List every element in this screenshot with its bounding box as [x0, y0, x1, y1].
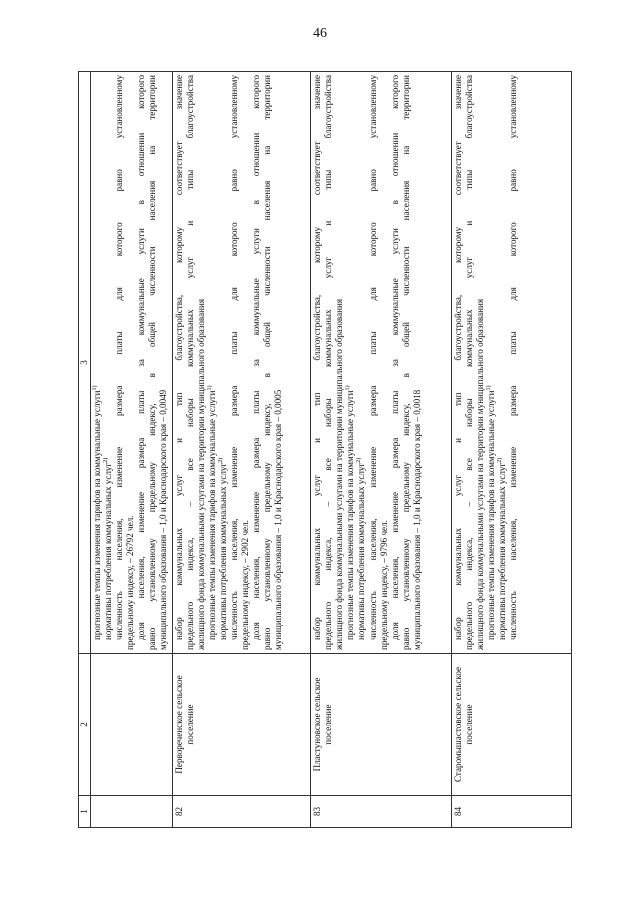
row-number: 84	[451, 796, 571, 828]
description-line	[497, 75, 508, 650]
footnote-marker: 2)	[497, 457, 503, 463]
description-line-text: предельного индекса, – все наборы коммунальных услуг и типы благоустройства	[184, 75, 195, 650]
settlement-name: Пластуновское сельское поселение	[311, 654, 452, 796]
description-line-text: численность населения, изменение размера платы для которого равно установленному	[114, 75, 125, 640]
description-line-text: равно установленному предельному индексу, в общей численности населения на территории	[262, 75, 273, 650]
description-cell	[172, 72, 310, 654]
description-cell	[91, 72, 173, 654]
description-line-text: набор коммунальных услуг и тип благоустройства, которому соответствует значение	[173, 75, 184, 640]
table-body	[91, 72, 572, 828]
description-line	[103, 75, 114, 650]
header-col-1: 1	[79, 796, 91, 828]
description-line-text: предельного индекса, – все наборы коммунальных услуг и типы благоустройства	[463, 75, 474, 650]
description-line	[356, 75, 367, 650]
description-line-text: прогнозные темпы изменения тарифов на коммунальные услуги	[485, 390, 496, 640]
description-line	[251, 75, 262, 650]
footnote-marker: 2)	[103, 457, 110, 463]
table-row	[172, 72, 310, 828]
description-line-text: предельному индексу, – 2902 чел.	[240, 520, 251, 650]
description-line-text: прогнозные темпы изменения тарифов на коммунальные услуги	[92, 390, 103, 640]
description-line-text: муниципального образования – 1,0 и Краснодарского края – 0,0049	[158, 389, 169, 650]
description-line	[158, 75, 169, 650]
description-line-text: прогнозные темпы изменения тарифов на коммунальные услуги	[206, 390, 217, 640]
description-line-text: предельному индексу, – 26792 чел.	[125, 515, 136, 650]
description-line-text: жилищного фонда коммунальными услугами на территории муниципального образования	[474, 298, 485, 650]
tariff-table	[78, 71, 572, 828]
description-line	[114, 75, 125, 650]
row-number: 82	[172, 796, 310, 828]
description-line-text: набор коммунальных услуг и тип благоустройства, которому соответствует значение	[452, 75, 463, 640]
description-line-text: жилищного фонда коммунальными услугами на территории муниципального образования	[195, 298, 206, 650]
footnote-marker: 2)	[356, 457, 363, 463]
page-number: 46	[313, 26, 327, 41]
table-row	[91, 72, 173, 828]
description-line	[240, 75, 251, 650]
row-number	[91, 796, 173, 828]
description-line-text: равно установленному предельному индексу, в общей численности населения на территории	[400, 75, 411, 650]
description-line	[125, 75, 136, 650]
description-line	[390, 75, 401, 650]
description-line	[185, 75, 196, 650]
rotated-table-container	[78, 72, 572, 828]
description-line	[334, 75, 345, 650]
description-line-text: доля населения, изменение размера платы за коммунальные услуги в отношении которого	[136, 75, 147, 640]
header-col-3: 3	[79, 72, 91, 654]
description-line-text: прогнозные темпы изменения тарифов на коммунальные услуги	[345, 390, 356, 640]
description-line-text: численность населения, изменение размера платы для которого равно установленному	[367, 75, 378, 640]
description-line	[273, 75, 284, 650]
description-cell	[451, 72, 571, 654]
description-line-text: муниципального образования – 1,0 и Краснодарского края – 0,0018	[411, 389, 422, 650]
description-cell	[311, 72, 452, 654]
row-number: 83	[311, 796, 452, 828]
description-line	[453, 75, 464, 650]
table-header-row	[79, 72, 91, 828]
description-line	[196, 75, 207, 650]
description-line	[379, 75, 390, 650]
footnote-marker: 1)	[92, 385, 99, 391]
header-col-2: 2	[79, 654, 91, 796]
description-line	[92, 75, 103, 650]
description-line	[229, 75, 240, 650]
description-line	[312, 75, 323, 650]
description-line	[323, 75, 334, 650]
description-line-text: доля населения, изменение размера платы за коммунальные услуги в отношении которого	[251, 75, 262, 640]
description-line	[136, 75, 147, 650]
footnote-marker: 1)	[345, 385, 352, 391]
description-line	[345, 75, 356, 650]
description-line	[207, 75, 218, 650]
description-line-text: численность населения, изменение размера платы для которого равно установленному	[508, 75, 519, 640]
description-line-text: нормативы потребления коммунальных услуг	[218, 462, 229, 640]
description-line	[486, 75, 497, 650]
description-line-text: доля населения, изменение размера платы за коммунальные услуги в отношении которого	[389, 75, 400, 640]
description-line	[147, 75, 158, 650]
footnote-marker: 2)	[218, 457, 225, 463]
description-line	[412, 75, 423, 650]
description-line	[464, 75, 475, 650]
footnote-marker: 1)	[206, 385, 213, 391]
description-line-text: равно установленному предельному индексу, в общей численности населения на территории	[147, 75, 158, 650]
description-line-text: набор коммунальных услуг и тип благоустройства, которому соответствует значение	[312, 75, 323, 640]
description-line-text: численность населения, изменение размера платы для которого равно установленному	[229, 75, 240, 640]
description-line	[401, 75, 412, 650]
description-line-text: предельного индекса, – все наборы коммунальных услуг и типы благоустройства	[323, 75, 334, 650]
description-line-text: муниципального образования – 1,0 и Краснодарского края – 0,0005	[273, 389, 284, 650]
description-line	[218, 75, 229, 650]
description-line-text: нормативы потребления коммунальных услуг	[356, 462, 367, 640]
settlement-name: Старомышастовское сельское поселение	[451, 654, 571, 796]
description-line	[475, 75, 486, 650]
settlement-name	[91, 654, 173, 796]
description-line	[368, 75, 379, 650]
table-row	[451, 72, 571, 828]
description-line-text: нормативы потребления коммунальных услуг	[497, 462, 507, 640]
description-line	[174, 75, 185, 650]
description-line	[508, 75, 519, 650]
table-row	[311, 72, 452, 828]
settlement-name: Первореченское сельское поселение	[172, 654, 310, 796]
description-line-text: жилищного фонда коммунальными услугами на территории муниципального образования	[334, 298, 345, 650]
footnote-marker: 1)	[485, 385, 492, 391]
description-line-text: нормативы потребления коммунальных услуг	[103, 462, 114, 640]
description-line-text: предельному индексу, – 9796 чел.	[378, 520, 389, 650]
description-line	[262, 75, 273, 650]
